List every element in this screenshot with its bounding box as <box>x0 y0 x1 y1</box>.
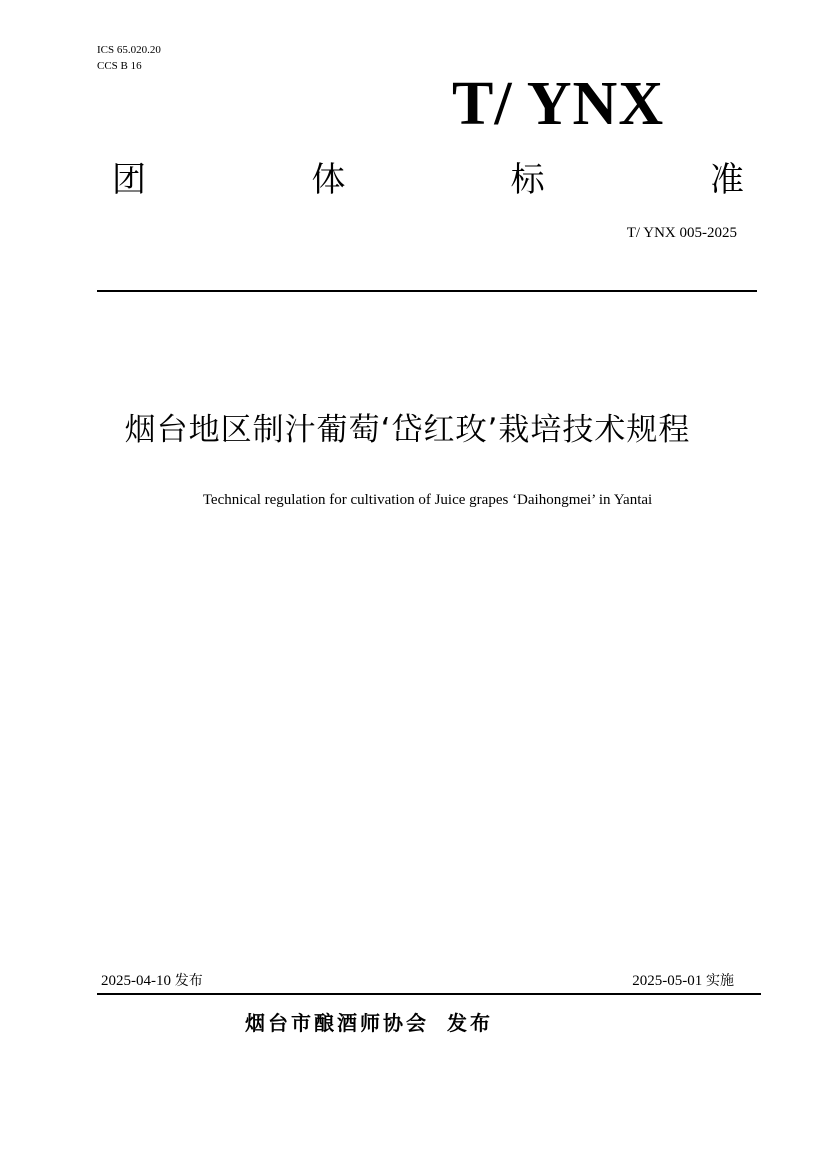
footer-divider <box>97 993 761 995</box>
english-title: Technical regulation for cultivation of Juice grapes ‘Daihongmei’ in Yantai <box>202 492 653 508</box>
standard-number: T/ YNX 005-2025 <box>626 225 737 241</box>
classification-codes <box>97 42 161 74</box>
ics-code: ICS 65.020.20 <box>97 44 161 56</box>
chinese-title: 烟台地区制汁葡萄‘岱红玫’栽培技术规程 <box>124 412 691 448</box>
header-divider <box>97 290 757 292</box>
standard-type-char: 体 <box>311 160 346 200</box>
publisher-line <box>245 1009 493 1037</box>
issue-date-line <box>101 970 203 992</box>
standard-code: T/ YNX <box>452 70 665 138</box>
ccs-code: CCS B 16 <box>97 60 142 72</box>
publisher-name: 烟台市酿酒师协会 <box>245 1011 429 1035</box>
implement-date: 2025-05-01 <box>632 973 703 989</box>
implement-label: 实施 <box>706 973 734 989</box>
standard-type-char: 团 <box>112 160 146 200</box>
standard-type-char: 标 <box>510 160 545 200</box>
issue-label: 发布 <box>174 973 203 989</box>
implement-date-line <box>632 970 734 992</box>
standard-type <box>112 156 744 204</box>
issue-date: 2025-04-10 <box>101 973 171 989</box>
standard-type-char: 准 <box>709 160 744 200</box>
publish-label: 发布 <box>447 1011 493 1035</box>
